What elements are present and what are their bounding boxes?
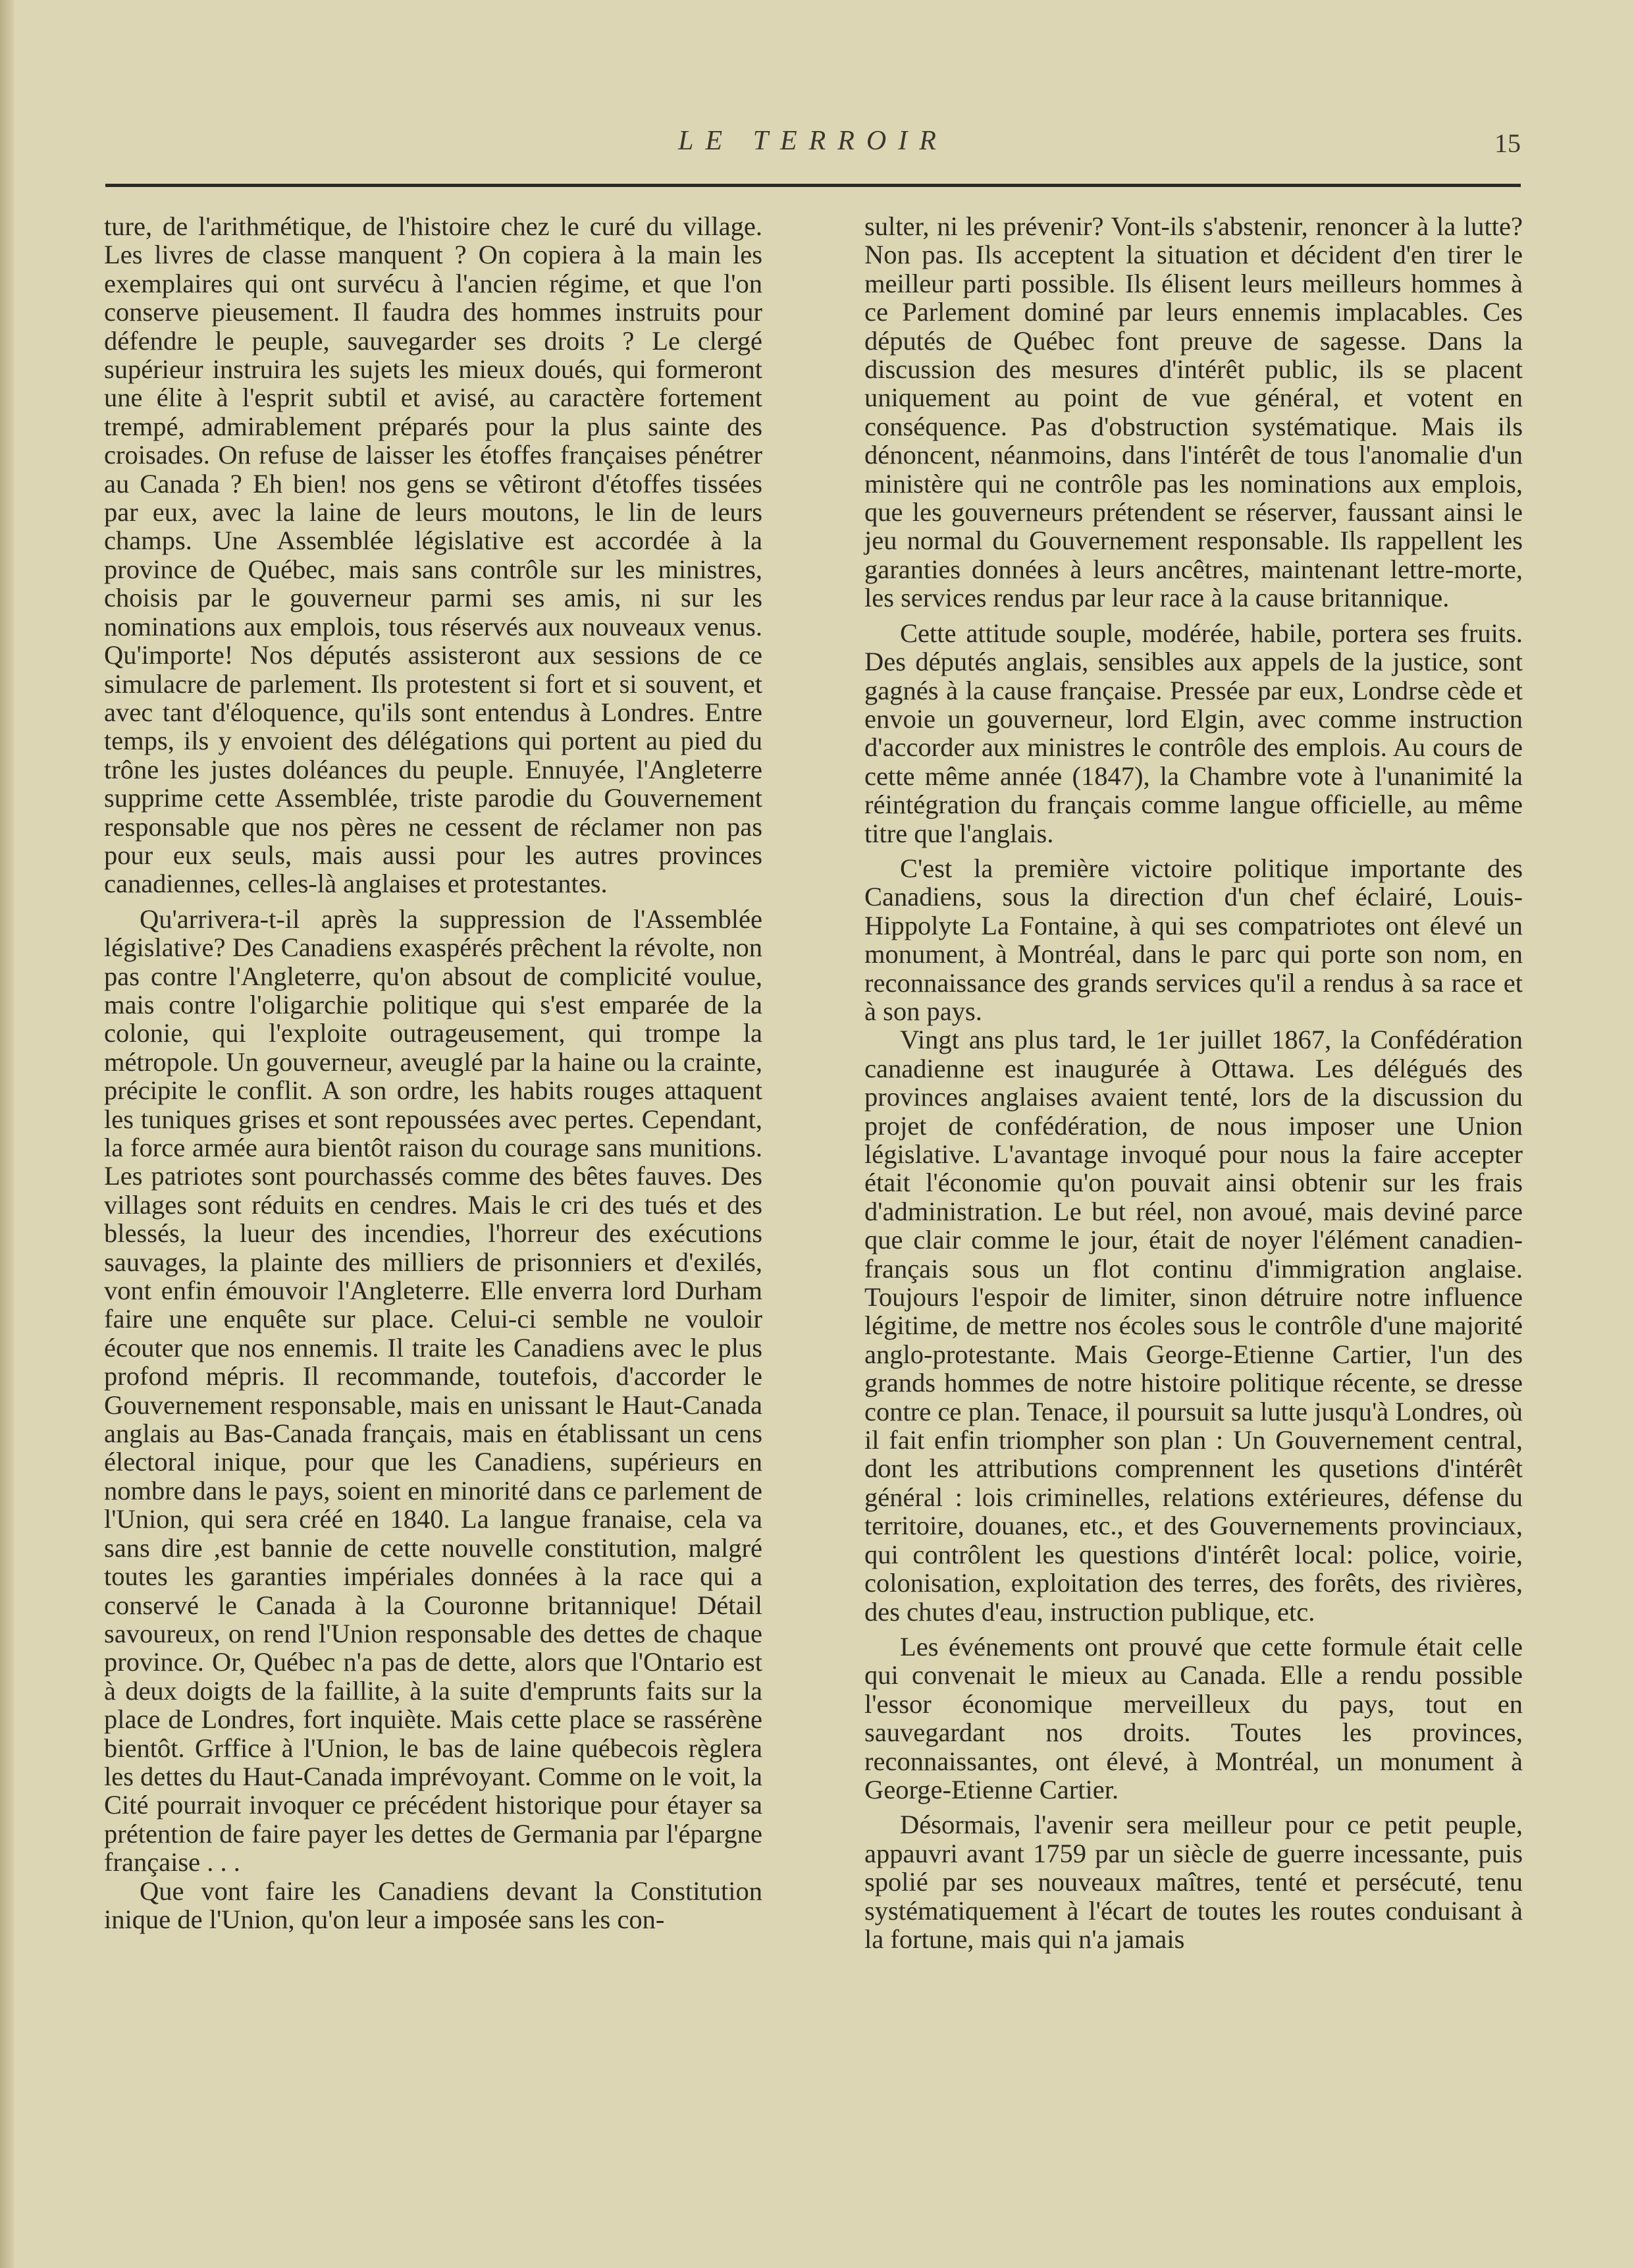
paragraph: Les événements ont prouvé que cette formule était celle qui convenait le mieux au Canada. Elle a rendu possible l'essor économique merveilleux du pays, tout en sauvegardant nos droits. Toutes les provinces, reconnaissantes, ont élevé, à Montréal, un monument à George-Etienne Cartier. [864, 1631, 1523, 1804]
header-rule [105, 184, 1521, 187]
running-title: LE TERROIR [678, 126, 948, 156]
paragraph: ture, de l'arithmétique, de l'histoire chez le curé du village. Les livres de classe manquent ? On copiera à la main les exemplaires qui ont survécu à l'ancien régime, et que l'on conserve pieusement. Il faudra des hommes instruits pour défendre le peuple, sauvegarder ses droits ? Le clergé supérieur instruira les sujets les mieux doués, qui formeront une élite à l'esprit subtil et avisé, au caractère fortement trempé, admirablement préparés pour la plus sainte des croisades. On refuse de laisser les étoffes françaises pénétrer au Canada ? Eh bien! nos gens se vêtiront d'étoffes tissées par eux, avec la laine de leurs moutons, le lin de leurs champs. Une Assemblée législative est accordée à la province de Québec, mais sans contrôle sur les ministres, choisis par le gouverneur parmi ses amis, ni sur les nominations aux emplois, tous réservés aux nouveaux venus. Qu'importe! Nos députés assisteront aux sessions de ce simulacre de parlement. Ils protestent si fort et si souvent, et avec tant d'éloquence, qu'ils sont entendus à Londres. Entre temps, ils y envoient des délégations qui portent au pied du trône les justes doléances du peuple. Ennuyée, l'Angleterre supprime cette Assemblée, triste parodie du Gouvernement responsable que nos pères ne cessent de réclamer non pas pour eux seuls, mais aussi pour les autres provinces canadiennes, celles-là anglaises et protestantes. [104, 211, 762, 899]
right-column [864, 212, 1523, 1953]
paragraph: Que vont faire les Canadiens devant la Constitution inique de l'Union, qu'on leur a imposée sans les con- [104, 1876, 762, 1934]
paragraph: Désormais, l'avenir sera meilleur pour ce petit peuple, appauvri avant 1759 par un siècle de guerre incessante, puis spolié par ses nouveaux maîtres, tenté et persécuté, tenu systématiquement à l'écart de toutes les routes conduisant à la fortune, mais qui n'a jamais [864, 1810, 1523, 1954]
page-header [105, 125, 1521, 165]
paragraph: Cette attitude souple, modérée, habile, portera ses fruits. Des députés anglais, sensibles aux appels de la justice, sont gagnés à la cause française. Pressée par eux, Londrse cède et envoie un gouverneur, lord Elgin, avec comme instruction d'accorder aux ministres le contrôle des emplois. Au cours de cette même année (1847), la Chambre vote à l'unanimité la réintégration du français comme langue officielle, au même titre que l'anglais. [864, 618, 1523, 848]
left-column [104, 212, 762, 1933]
page-number: 15 [1494, 128, 1521, 158]
paragraph: sulter, ni les prévenir? Vont-ils s'abstenir, renoncer à la lutte? Non pas. Ils acceptent la situation et décident d'en tirer le meilleur parti possible. Ils élisent leurs meilleurs hommes à ce Parlement dominé par leurs ennemis implacables. Ces députés de Québec font preuve de sagesse. Dans la discussion des mesures d'intérêt public, ils se placent uniquement au point de vue général, et votent en conséquence. Pas d'obstruction systématique. Mais ils dénoncent, néanmoins, dans l'intérêt de tous l'anomalie d'un ministère qui ne contrôle pas les nominations aux emplois, que les gouverneurs prétendent se réserver, faussant ainsi le jeu normal du Gouvernement responsable. Ils rappellent les garanties données à leurs ancêtres, maintenant lettre-morte, les services rendus par leur race à la cause britannique. [864, 211, 1523, 613]
paragraph: Qu'arrivera-t-il après la suppression de l'Assemblée législative? Des Canadiens exaspérés prêchent la révolte, non pas contre l'Angleterre, qu'on absout de complicité voulue, mais contre l'oligarchie politique qui s'est emparée de la colonie, qui l'exploite outrageusement, qui trompe la métropole. Un gouverneur, aveuglé par la haine ou la crainte, précipite le conflit. A son ordre, les habits rouges attaquent les tuniques grises et sont repoussées avec pertes. Cependant, la force armée aura bientôt raison du courage sans munitions. Les patriotes sont pourchassés comme des bêtes fauves. Des villages sont réduits en cendres. Mais le cri des tués et des blessés, la lueur des incendies, l'horreur des exécutions sauvages, la plainte des milliers de prisonniers et d'exilés, vont enfin émouvoir l'Angleterre. Elle enverra lord Durham faire une enquête sur place. Celui-ci semble ne vouloir écouter que nos ennemis. Il traite les Canadiens avec le plus profond mépris. Il recommande, toutefois, d'accorder le Gouvernement responsable, mais en unissant le Haut-Canada anglais au Bas-Canada français, mais en établissant un cens électoral inique, pour que les Canadiens, supérieurs en nombre dans le pays, soient en minorité dans ce parlement de l'Union, qui sera créé en 1840. La langue franaise, cela va sans dire ,est bannie de cette nouvelle constitution, malgré toutes les garanties impériales données à la race qui a conservé le Canada à la Couronne britannique! Détail savoureux, on rend l'Union responsable des dettes de chaque province. Or, Québec n'a pas de dette, alors que l'Ontario est à deux doigts de la faillite, à la suite d'emprunts faits sur la place de Londres, fort inquiète. Mais cette place se rassérène bientôt. Grffice à l'Union, le bas de laine québecois règlera les dettes du Haut-Canada imprévoyant. Comme on le voit, la Cité pourrait invoquer ce précédent historique pour étayer sa prétention de faire payer les dettes de Germania par l'épargne française . . . [104, 904, 762, 1877]
paragraph: Vingt ans plus tard, le 1er juillet 1867, la Confédération canadienne est inaugurée à Ottawa. Les délégués des provinces anglaises avaient tenté, lors de la discussion du projet de confédération, de nous imposer une Union législative. L'avantage invoqué pour nous la faire accepter était l'économie qu'on pouvait ainsi obtenir sur les frais d'administration. Le but réel, non avoué, mais deviné parce que clair comme le jour, était de noyer l'élément canadien-français sous un flot continu d'immigration anglaise. Toujours l'espoir de limiter, sinon détruire notre influence légitime, de mettre nos écoles sous le contrôle d'une majorité anglo-protestante. Mais George-Etienne Cartier, l'un des grands hommes de notre histoire politique récente, se dresse contre ce plan. Tenace, il poursuit sa lutte jusqu'à Londres, où il fait enfin triompher son plan : Un Gouvernement central, dont les attributions comprennent les qusetions d'intérêt général : lois criminelles, relations extérieures, défense du territoire, douanes, etc., et des Gouvernements provinciaux, qui contrôlent les questions d'intérêt local: police, voirie, colonisation, exploitation des terres, des forêts, des rivières, des chutes d'eau, instruction publique, etc. [864, 1025, 1523, 1627]
paragraph: C'est la première victoire politique importante des Canadiens, sous la direction d'un chef éclairé, Louis-Hippolyte La Fontaine, à qui ses compatriotes ont élevé un monument, à Montréal, dans le parc qui porte son nom, en reconnaissance des grands services qu'il a rendus à sa race et à son pays. [864, 853, 1523, 1026]
page-binding-edge [0, 0, 14, 2268]
